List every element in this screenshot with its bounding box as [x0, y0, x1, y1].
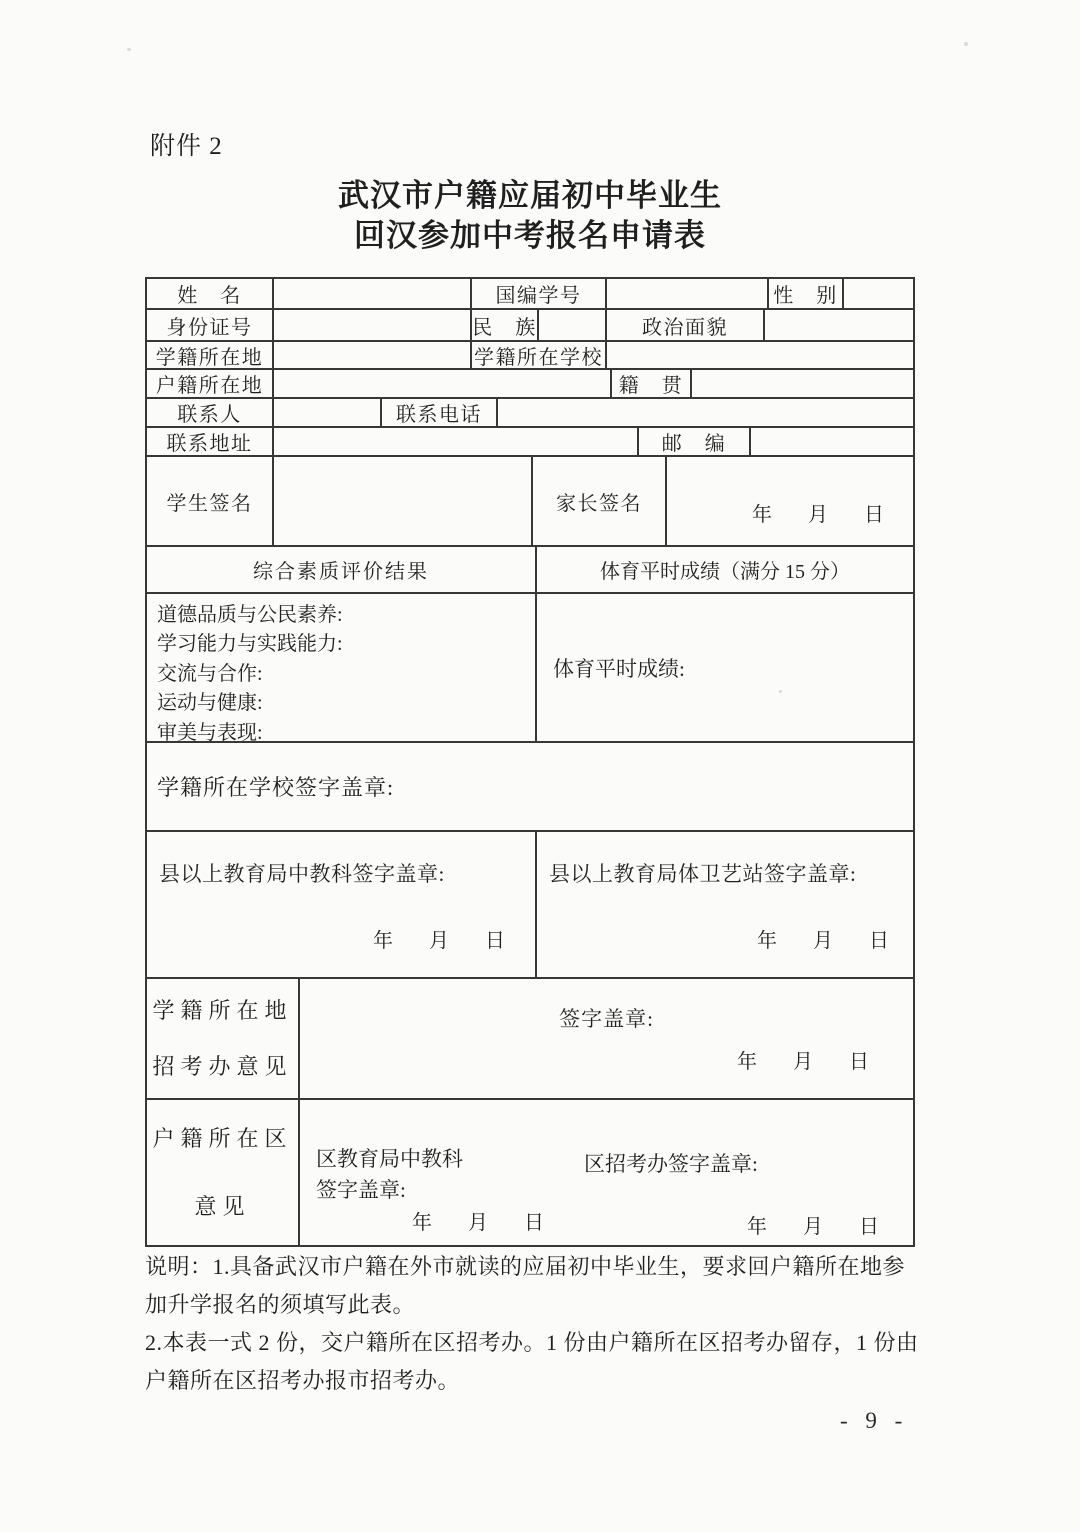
contact-person-label-cell: 联系人 [147, 399, 274, 426]
ethnicity-value-cell [539, 310, 607, 340]
huji-district-header-cell [147, 1100, 300, 1245]
form-notes [145, 1248, 927, 1400]
date-placeholder: 年 月 日 [757, 930, 897, 952]
form-title [145, 176, 915, 256]
application-form-table [145, 277, 915, 1247]
student-status-location-label-cell: 学籍所在地 [147, 342, 274, 368]
quality-item-moral: 道德品质与公民素养: [157, 604, 343, 626]
native-place-label-cell: 籍 贯 [612, 370, 692, 397]
xueji-office-opinion-cell [300, 979, 913, 1098]
student-status-school-value-cell [607, 342, 913, 368]
political-status-label-cell: 政治面貌 [607, 310, 765, 340]
scan-speckle [964, 42, 968, 46]
date-placeholder: 年 月 日 [752, 503, 892, 526]
contact-phone-value-cell [498, 399, 913, 426]
district-education-seal-block [316, 1144, 584, 1239]
student-signature-label-cell: 学生签名 [147, 457, 274, 545]
row-school-seal [147, 743, 913, 832]
page-number: - 9 - [840, 1408, 909, 1433]
gender-value-cell [844, 279, 913, 308]
row-quality-items [147, 594, 913, 743]
county-zhongjiaoke-seal-cell [147, 832, 537, 977]
postal-code-value-cell [751, 428, 913, 455]
row-contact-address [147, 428, 913, 457]
date-placeholder: 年 月 日 [747, 1216, 887, 1238]
county-tiweiyi-seal-label: 县以上教育局体卫艺站签字盖章: [549, 862, 857, 886]
quality-item-aesthetics: 审美与表现: [157, 721, 263, 741]
district-zhaokaoban-seal-label: 区招考办签字盖章: [584, 1152, 758, 1176]
row-county-seals [147, 832, 913, 979]
sign-seal-label: 签字盖章: [559, 1007, 654, 1031]
date-placeholder: 年 月 日 [373, 930, 513, 952]
parent-signature-label-cell: 家长签名 [533, 457, 667, 545]
row-contact-person [147, 399, 913, 428]
row-name [147, 279, 913, 310]
row-huji-district-opinion [147, 1100, 913, 1245]
county-zhongjiaoke-seal-label: 县以上教育局中教科签字盖章: [159, 862, 445, 886]
household-location-label-cell: 户籍所在地 [147, 370, 274, 397]
student-signature-value-cell [274, 457, 533, 545]
note-2: 2.本表一式 2 份，交户籍所在区招考办。1 份由户籍所在区招考办留存，1 份由户籍所在区招考办报市招考办。 [145, 1330, 919, 1393]
parent-signature-date-cell [667, 457, 913, 545]
household-location-value-cell [274, 370, 612, 397]
huji-district-header-line-1: 户籍所在区 [152, 1125, 293, 1151]
row-household [147, 370, 913, 399]
scan-speckle [127, 48, 131, 51]
row-id-card [147, 310, 913, 342]
national-student-id-label-cell: 国编学号 [472, 279, 607, 308]
huji-district-header-line-2: 意见 [194, 1193, 251, 1219]
political-status-value-cell [765, 310, 913, 340]
national-student-id-value-cell [607, 279, 769, 308]
date-placeholder: 年 月 日 [412, 1212, 552, 1234]
quality-header-cell: 综合素质评价结果 [147, 547, 537, 592]
form-title-line-2: 回汉参加中考报名申请表 [354, 218, 706, 253]
native-place-value-cell [692, 370, 913, 397]
xueji-office-header-cell [147, 979, 300, 1098]
county-tiweiyi-seal-cell [537, 832, 913, 977]
gender-label-cell: 性 别 [769, 279, 844, 308]
contact-phone-label-cell: 联系电话 [382, 399, 498, 426]
contact-person-value-cell [274, 399, 382, 426]
pe-header-cell: 体育平时成绩（满分 15 分） [600, 561, 850, 583]
form-title-line-1: 武汉市户籍应届初中毕业生 [338, 178, 722, 213]
district-zhaokaoban-seal-block [584, 1148, 913, 1239]
quality-item-communication: 交流与合作: [157, 662, 263, 685]
row-section-headers [147, 547, 913, 594]
date-placeholder: 年 月 日 [737, 1051, 877, 1073]
quality-item-learning: 学习能力与实践能力: [157, 633, 343, 656]
note-1: 说明：1.具备武汉市户籍在外市就读的应届初中毕业生，要求回户籍所在地参加升学报名的须填写此表。 [145, 1254, 906, 1317]
attachment-label: 附件 2 [150, 133, 223, 160]
xueji-office-header-line-2: 招考办意见 [152, 1053, 293, 1079]
id-card-label-cell: 身份证号 [147, 310, 274, 340]
row-student-status [147, 342, 913, 370]
contact-address-value-cell [274, 428, 639, 455]
student-status-school-label-cell: 学籍所在学校 [472, 342, 607, 368]
id-card-value-cell [274, 310, 472, 340]
ethnicity-label-cell: 民 族 [472, 310, 539, 340]
row-signatures [147, 457, 913, 547]
postal-code-label-cell: 邮 编 [639, 428, 751, 455]
district-education-seal-line-1: 区教育局中教科 [316, 1147, 463, 1171]
xueji-office-header-line-1: 学籍所在地 [152, 997, 293, 1023]
name-value-cell [274, 279, 472, 308]
quality-items-cell [147, 594, 537, 741]
contact-address-label-cell: 联系地址 [147, 428, 274, 455]
school-sign-seal-cell: 学籍所在学校签字盖章: [157, 775, 395, 800]
name-label-cell: 姓 名 [147, 279, 274, 308]
pe-score-cell: 体育平时成绩: [553, 656, 685, 681]
row-xueji-office-opinion [147, 979, 913, 1100]
quality-item-sports: 运动与健康: [157, 692, 263, 715]
student-status-location-value-cell [274, 342, 472, 368]
district-education-seal-line-2: 签字盖章: [316, 1178, 406, 1202]
huji-district-opinion-cell [300, 1100, 913, 1245]
